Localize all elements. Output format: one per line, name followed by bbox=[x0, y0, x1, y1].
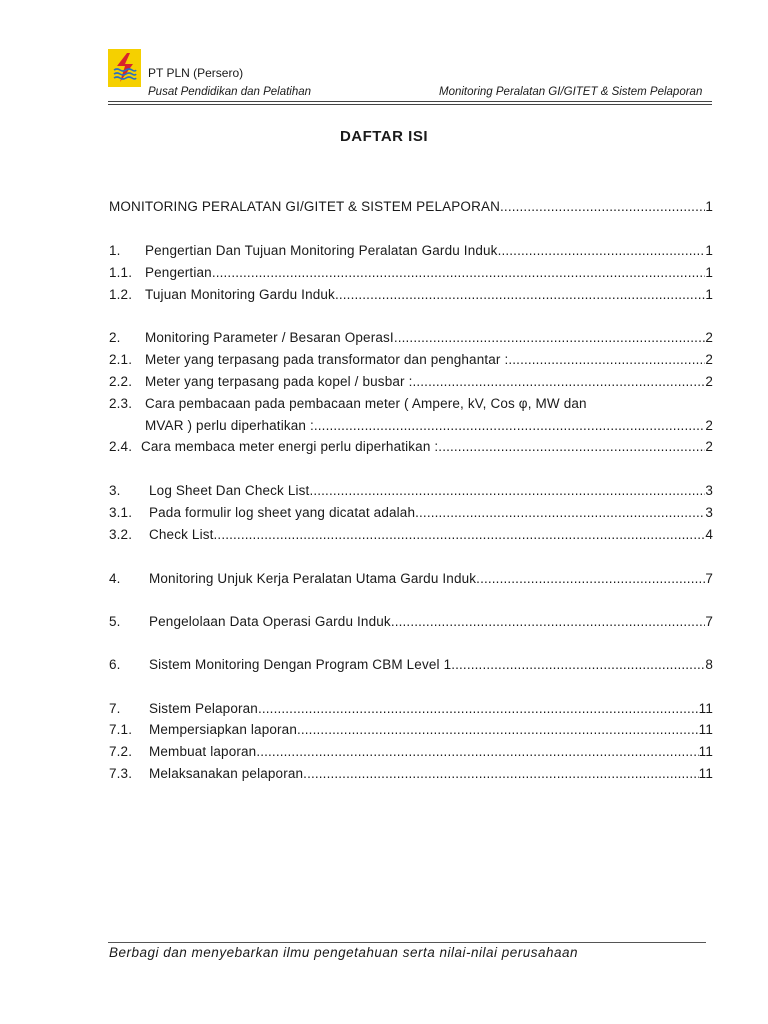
header-unit: Pusat Pendidikan dan Pelatihan bbox=[148, 86, 312, 98]
toc-entry-number: 6. bbox=[109, 657, 121, 672]
toc-entry-text: Pengelolaan Data Operasi Gardu Induk bbox=[149, 614, 391, 629]
toc-entry[interactable] bbox=[109, 701, 713, 721]
toc-entry-number: 2.1. bbox=[109, 352, 133, 367]
toc-entry[interactable] bbox=[145, 418, 713, 438]
header-doc-title: Monitoring Peralatan GI/GITET & Sistem Pelaporan bbox=[439, 86, 703, 98]
toc-leader-dots bbox=[394, 330, 706, 345]
footer-divider bbox=[108, 942, 706, 943]
toc-entry-page: 11 bbox=[698, 701, 713, 716]
toc-entry-number: 5. bbox=[109, 614, 121, 629]
toc-leader-dots bbox=[309, 483, 705, 498]
header-divider bbox=[108, 101, 712, 102]
toc-leader-dots bbox=[498, 243, 706, 258]
toc-entry-text: Pengertian Dan Tujuan Monitoring Peralatan Gardu Induk bbox=[145, 243, 498, 258]
toc-entry-number: 7.1. bbox=[109, 722, 133, 737]
toc-leader-dots bbox=[297, 722, 699, 737]
toc-entry-text: Membuat laporan bbox=[149, 744, 257, 759]
header-divider-secondary bbox=[108, 104, 712, 105]
toc-entry-page: 4 bbox=[705, 527, 713, 542]
toc-entry-text: Check List bbox=[149, 527, 214, 542]
header-company: PT PLN (Persero) bbox=[148, 66, 244, 80]
toc-entry-text: Cara membaca meter energi perlu diperhatikan : bbox=[141, 439, 439, 454]
toc-entry-number: 1.2. bbox=[109, 287, 133, 302]
toc-entry-number: 2.4. bbox=[109, 439, 133, 454]
toc-entry-page: 1 bbox=[705, 287, 713, 302]
toc-entry-number: 4. bbox=[109, 571, 121, 586]
toc-entry-page: 1 bbox=[705, 199, 713, 214]
toc-leader-dots bbox=[256, 744, 698, 759]
toc-entry-page: 7 bbox=[705, 571, 713, 586]
toc-entry[interactable] bbox=[109, 571, 713, 591]
toc-leader-dots bbox=[391, 614, 706, 629]
toc-entry-page: 2 bbox=[705, 374, 713, 389]
toc-entry[interactable] bbox=[109, 265, 713, 285]
toc-entry[interactable] bbox=[109, 374, 713, 394]
toc-entry-page: 11 bbox=[698, 766, 713, 781]
toc-leader-dots bbox=[258, 701, 699, 716]
toc-entry-page: 8 bbox=[705, 657, 713, 672]
toc-entry-page: 3 bbox=[705, 483, 713, 498]
toc-entry[interactable] bbox=[109, 657, 713, 677]
toc-entry[interactable] bbox=[109, 439, 713, 459]
toc-entry-number: 2.2. bbox=[109, 374, 133, 389]
toc-entry-text: Pada formulir log sheet yang dicatat adalah bbox=[149, 505, 416, 520]
toc-entry-text: MONITORING PERALATAN GI/GITET & SISTEM PELAPORAN bbox=[109, 199, 501, 214]
toc-entry[interactable] bbox=[109, 396, 713, 416]
toc-entry-text: Sistem Monitoring Dengan Program CBM Level 1 bbox=[149, 657, 452, 672]
toc-entry[interactable] bbox=[109, 505, 713, 525]
toc-entry-page: 2 bbox=[705, 439, 713, 454]
toc-entry-page: 1 bbox=[705, 265, 713, 280]
page-title: DAFTAR ISI bbox=[339, 128, 429, 145]
toc-entry-number: 3.1. bbox=[109, 505, 133, 520]
toc-entry-page: 11 bbox=[698, 722, 713, 737]
toc-entry-text: Log Sheet Dan Check List bbox=[149, 483, 310, 498]
toc-entry-text: Tujuan Monitoring Gardu Induk bbox=[145, 287, 335, 302]
toc-entry[interactable] bbox=[109, 483, 713, 503]
toc-entry-text: Monitoring Unjuk Kerja Peralatan Utama Gardu Induk bbox=[149, 571, 477, 586]
toc-entry-text: Pengertian bbox=[145, 265, 212, 280]
toc-entry[interactable] bbox=[109, 722, 713, 742]
toc-entry-page: 1 bbox=[705, 243, 713, 258]
toc-entry-page: 2 bbox=[705, 352, 713, 367]
toc-entry-number: 7.2. bbox=[109, 744, 133, 759]
toc-leader-dots bbox=[212, 265, 706, 280]
toc-leader-dots bbox=[438, 439, 705, 454]
toc-leader-dots bbox=[335, 287, 705, 302]
toc-entry-page: 3 bbox=[705, 505, 713, 520]
toc-leader-dots bbox=[314, 418, 705, 433]
toc-entry-number: 3.2. bbox=[109, 527, 133, 542]
toc-entry-text: Mempersiapkan laporan bbox=[149, 722, 297, 737]
toc-entry-number: 2.3. bbox=[109, 396, 133, 411]
toc-leader-dots bbox=[451, 657, 705, 672]
toc-leader-dots bbox=[476, 571, 705, 586]
toc-entry-number: 2. bbox=[109, 330, 121, 345]
toc-entry[interactable] bbox=[109, 199, 713, 219]
toc-entry-number: 3. bbox=[109, 483, 121, 498]
toc-entry[interactable] bbox=[109, 243, 713, 263]
toc-entry-text: Sistem Pelaporan bbox=[149, 701, 258, 716]
toc-entry[interactable] bbox=[109, 287, 713, 307]
toc-entry-number: 7. bbox=[109, 701, 121, 716]
toc-entry-number: 1. bbox=[109, 243, 121, 258]
toc-entry[interactable] bbox=[109, 766, 713, 786]
toc-leader-dots bbox=[214, 527, 706, 542]
toc-entry[interactable] bbox=[109, 352, 713, 372]
toc-entry[interactable] bbox=[109, 527, 713, 547]
toc-leader-dots bbox=[307, 766, 699, 781]
toc-entry-text: Meter yang terpasang pada kopel / busbar : bbox=[145, 374, 413, 389]
toc-entry-page: 2 bbox=[705, 330, 713, 345]
toc-entry-text: Monitoring Parameter / Besaran OperasI bbox=[145, 330, 394, 345]
toc-entry-page: 2 bbox=[705, 418, 713, 433]
toc-leader-dots bbox=[500, 199, 705, 214]
toc-entry[interactable] bbox=[109, 614, 713, 634]
toc-entry-text: Cara pembacaan pada pembacaan meter ( Ampere, kV, Cos φ, MW dan bbox=[145, 396, 587, 411]
toc-entry-number: 1.1. bbox=[109, 265, 133, 280]
toc-entry-text: Melaksanakan pelaporan. bbox=[149, 766, 308, 781]
toc-entry-number: 7.3. bbox=[109, 766, 133, 781]
toc-entry-text: Meter yang terpasang pada transformator dan penghantar : bbox=[145, 352, 509, 367]
toc-entry[interactable] bbox=[109, 744, 713, 764]
toc-entry-text: MVAR ) perlu diperhatikan : bbox=[145, 418, 314, 433]
toc-entry-page: 11 bbox=[698, 744, 713, 759]
pln-logo-icon bbox=[108, 49, 141, 87]
toc-entry[interactable] bbox=[109, 330, 713, 350]
toc-leader-dots bbox=[412, 374, 705, 389]
toc-leader-dots bbox=[415, 505, 705, 520]
toc-leader-dots bbox=[508, 352, 705, 367]
footer-text: Berbagi dan menyebarkan ilmu pengetahuan serta nilai-nilai perusahaan bbox=[109, 945, 579, 960]
toc-entry-page: 7 bbox=[705, 614, 713, 629]
